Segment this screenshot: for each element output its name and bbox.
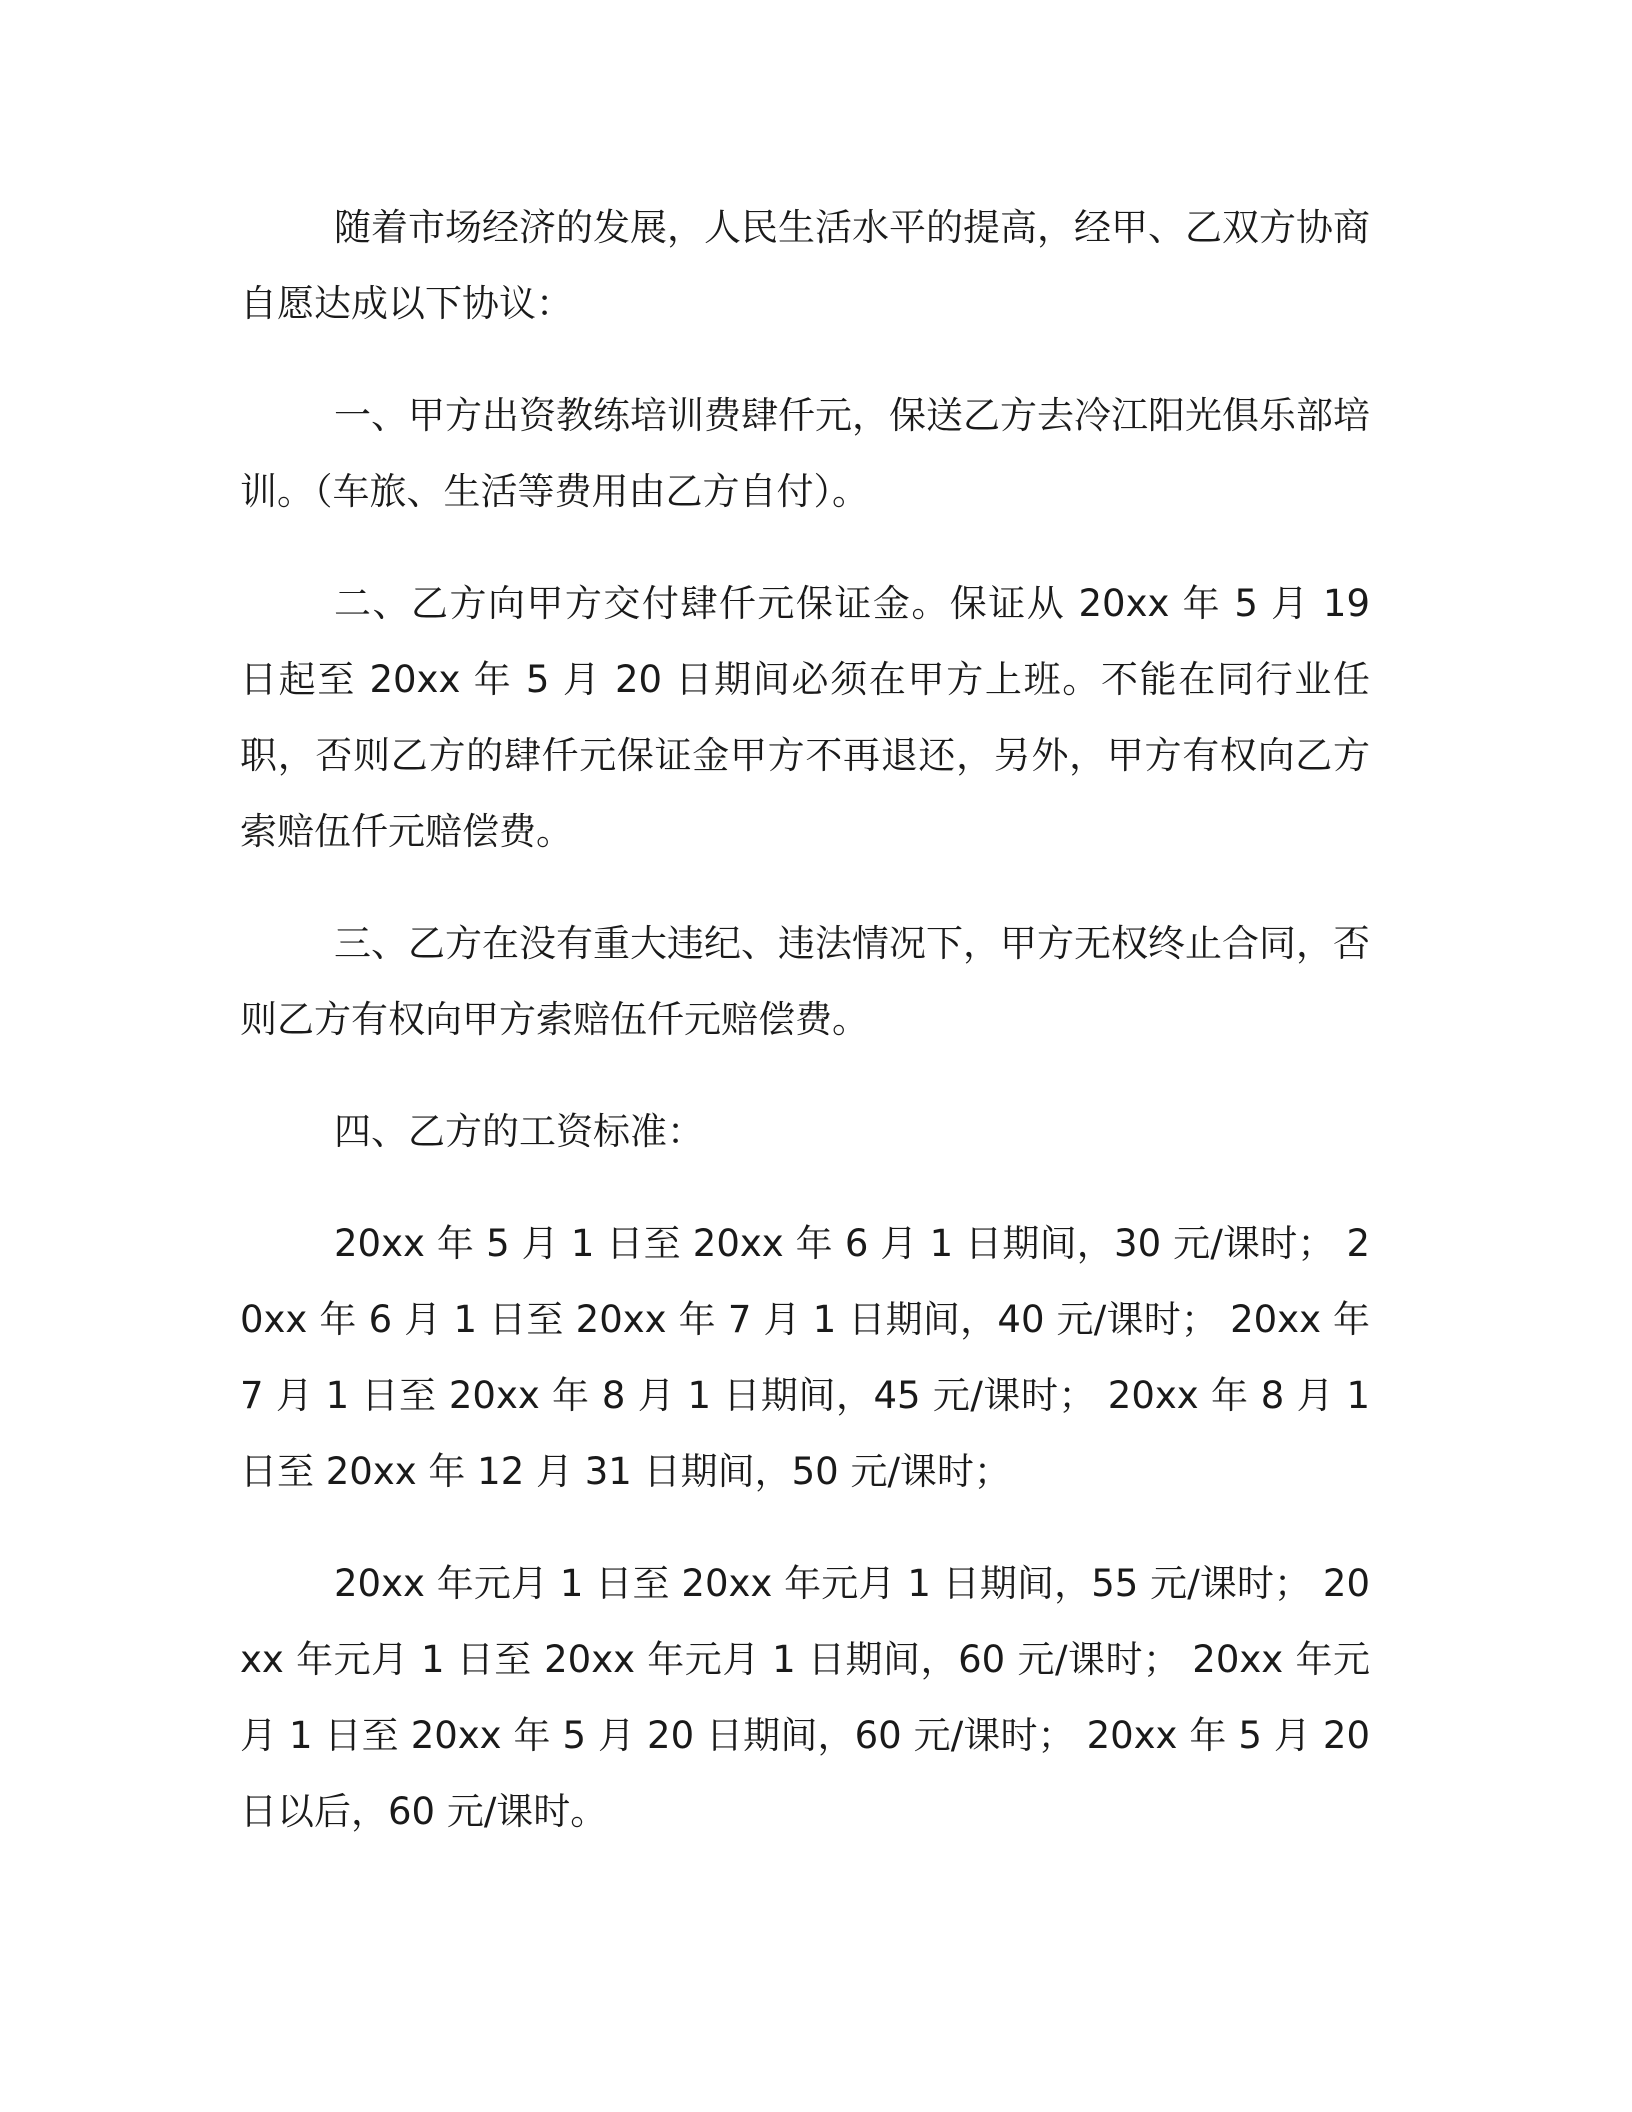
clause-3-paragraph: 三、乙方在没有重大违纪、违法情况下，甲方无权终止合同，否则乙方有权向甲方索赔伍仟元赔偿费。 — [240, 922, 1370, 1041]
wage-schedule-paragraph-1: 20xx 年 5 月 1 日至 20xx 年 6 月 1 日期间，30 元/课时； 20xx 年 6 月 1 日至 20xx 年 7 月 1 日期间，40 元/课时； 20xx 年 7 月 1 日至 20xx 年 8 月 1 日期间，45 元/课时； 20xx 年 8 月 1 日至 20xx 年 12 月 31 日期间，50 元/课时； — [240, 1222, 1370, 1493]
clause-2-paragraph: 二、乙方向甲方交付肆仟元保证金。保证从 20xx 年 5 月 19 日起至 20xx 年 5 月 20 日期间必须在甲方上班。不能在同行业任职，否则乙方的肆仟元保证金甲方不再退还，另外，甲方有权向乙方索赔伍仟元赔偿费。 — [240, 582, 1370, 853]
agreement-body — [240, 190, 1370, 1850]
intro-paragraph: 随着市场经济的发展，人民生活水平的提高，经甲、乙双方协商自愿达成以下协议： — [240, 206, 1370, 325]
wage-schedule-paragraph-2: 20xx 年元月 1 日至 20xx 年元月 1 日期间，55 元/课时； 20xx 年元月 1 日至 20xx 年元月 1 日期间，60 元/课时； 20xx 年元月 1 日至 20xx 年 5 月 20 日期间，60 元/课时； 20xx 年 5 月 20 日以后，60 元/课时。 — [240, 1562, 1370, 1833]
clause-1-paragraph: 一、甲方出资教练培训费肆仟元，保送乙方去冷江阳光俱乐部培训。（车旅、生活等费用由乙方自付）。 — [240, 394, 1370, 513]
clause-4-heading: 四、乙方的工资标准： — [334, 1110, 704, 1153]
